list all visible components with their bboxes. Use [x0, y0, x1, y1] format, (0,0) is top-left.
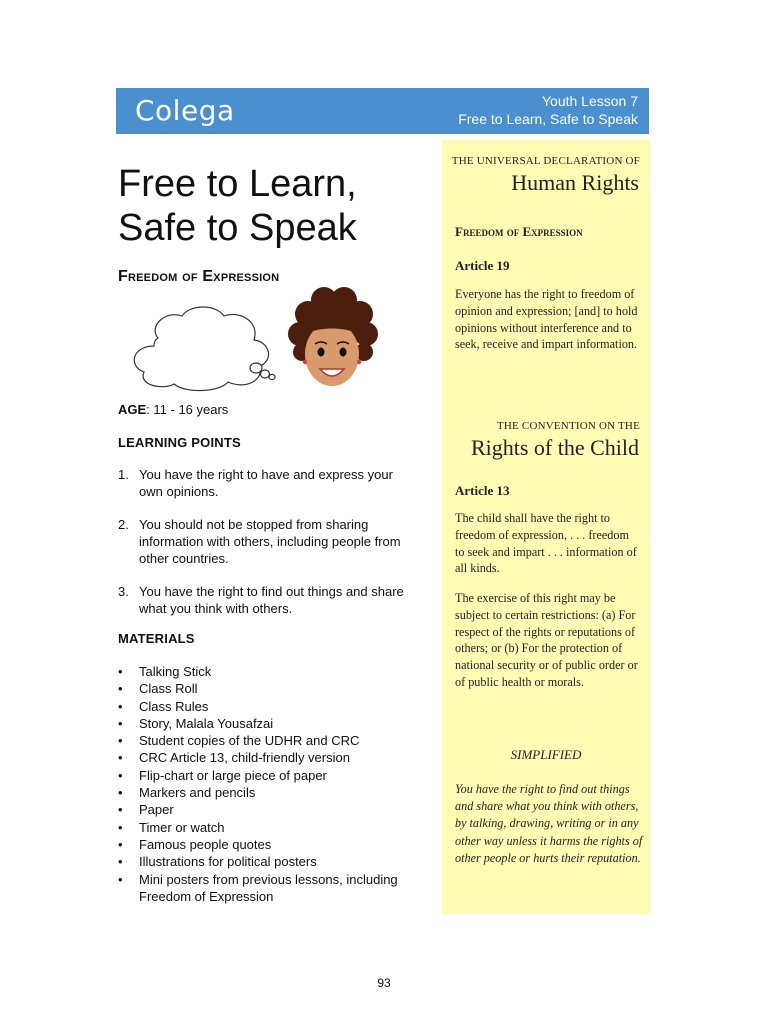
rights-sidebar	[442, 140, 650, 914]
simplified-label: SIMPLIFIED	[510, 747, 582, 762]
learning-points-heading: LEARNING POINTS	[118, 435, 241, 450]
lesson-number: Youth Lesson 7	[541, 93, 638, 109]
list-text: You have the right to have and express your own opinions.	[139, 467, 393, 499]
lesson-info	[458, 92, 638, 128]
age-value: : 11 - 16 years	[146, 402, 229, 417]
materials-heading: MATERIALS	[118, 631, 195, 646]
crc-article-text-1: The child shall have the right to freedom of expression, . . . freedom to seek and impart . . . information of all kinds.	[455, 511, 637, 576]
crc-article-text-2: The exercise of this right may be subject to certain restrictions: (a) For respect of the rights or reputations of others; or (b) For the protection of national security or of public order or of public health or morals.	[455, 591, 638, 689]
page-title-line-2: Safe to Speak	[118, 207, 357, 249]
list-item: • Talking Stick	[118, 663, 418, 680]
learning-points-list	[118, 466, 418, 633]
udhr-article-text: Everyone has the right to freedom of opinion and expression; [and] to hold opinions without interference and to seek, receive and impart information.	[455, 287, 638, 352]
crc-article-label: Article 13	[455, 483, 510, 498]
udhr-small-heading: THE UNIVERSAL DECLARATION OF	[451, 155, 640, 167]
udhr-title: Human Rights	[511, 170, 639, 195]
list-item: • Illustrations for political posters	[118, 853, 418, 870]
lesson-header-title: Free to Learn, Safe to Speak	[458, 111, 638, 127]
simplified-text: You have the right to find out things and share what you think with others, by talking, drawing, writing or in any other way unless it harms the rights of other people or hurts their reputation.	[455, 782, 643, 865]
age-range	[118, 402, 228, 417]
list-item: • Flip-chart or large piece of paper	[118, 767, 418, 784]
crc-small-heading: THE CONVENTION ON THE	[496, 420, 640, 432]
list-item: • Mini posters from previous lessons, including Freedom of Expression	[118, 871, 418, 906]
brand-logo: Colega	[135, 94, 235, 127]
subheading: Freedom of Expression	[118, 268, 280, 285]
girl-face-icon	[288, 287, 378, 386]
list-item: • Class Rules	[118, 698, 418, 715]
list-item: • CRC Article 13, child-friendly version	[118, 749, 418, 766]
list-text: You have the right to find out things and share what you think with others.	[139, 584, 404, 616]
thought-cloud-icon	[134, 307, 275, 391]
list-item: • Paper	[118, 801, 418, 818]
list-number: 3.	[118, 584, 129, 599]
thinking-girl-illustration	[124, 286, 384, 396]
list-number: 2.	[118, 517, 129, 532]
list-item	[118, 466, 418, 500]
list-item: • Story, Malala Yousafzai	[118, 715, 418, 732]
list-number: 1.	[118, 467, 129, 482]
list-item: • Famous people quotes	[118, 836, 418, 853]
udhr-article-label: Article 19	[455, 258, 510, 273]
header-bar	[116, 88, 649, 134]
list-item: • Class Roll	[118, 680, 418, 697]
list-item	[118, 516, 418, 567]
page-number: 93	[377, 976, 391, 990]
list-item: • Markers and pencils	[118, 784, 418, 801]
crc-title: Rights of the Child	[470, 435, 639, 460]
page-title	[118, 162, 438, 250]
list-item	[118, 583, 418, 617]
page-title-line-1: Free to Learn,	[118, 163, 357, 205]
list-item: • Timer or watch	[118, 819, 418, 836]
list-item: • Student copies of the UDHR and CRC	[118, 732, 418, 749]
list-text: You should not be stopped from sharing information with others, including people from other countries.	[139, 517, 401, 566]
materials-list	[118, 663, 418, 905]
udhr-section-heading: Freedom of Expression	[455, 224, 583, 239]
age-label: AGE	[118, 402, 147, 417]
